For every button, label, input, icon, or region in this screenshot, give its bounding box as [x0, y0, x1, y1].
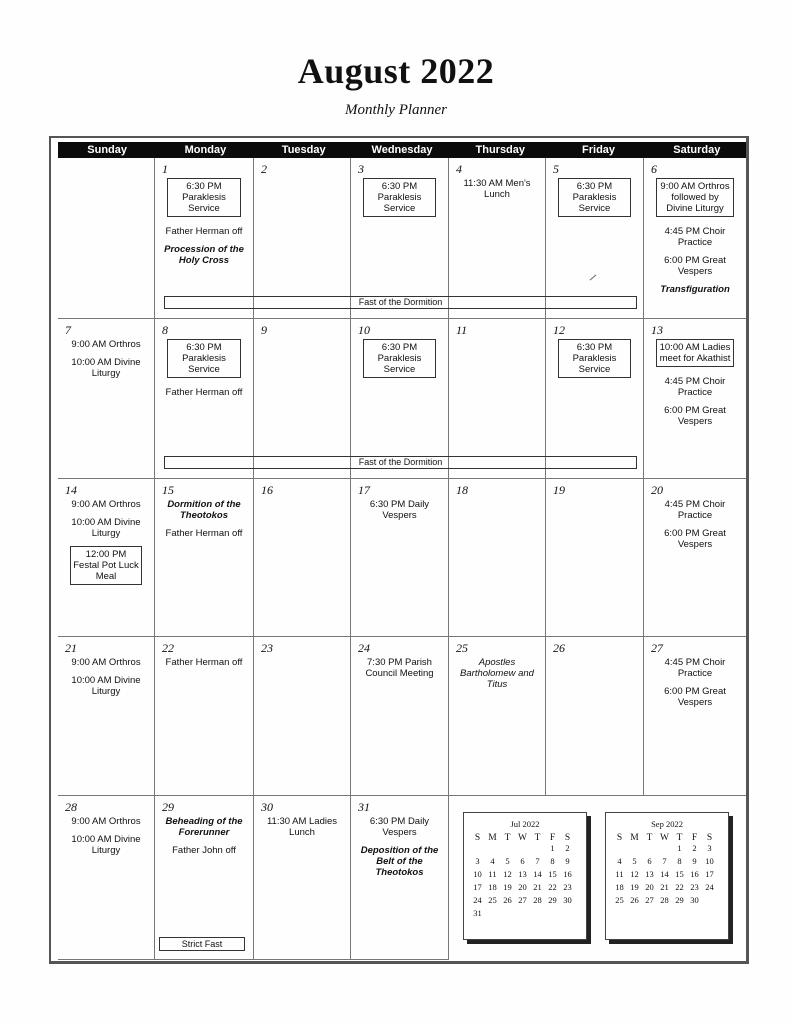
- calendar-event: 6:00 PM Great Vespers: [664, 405, 726, 427]
- mini-day: 20: [645, 882, 654, 892]
- day-number: 30: [261, 800, 273, 814]
- mini-calendar-days: [464, 843, 586, 918]
- week-row-4: [58, 637, 746, 796]
- calendar-event: 6:30 PM Paraklesis Service: [363, 339, 436, 378]
- day-number: 23: [261, 641, 273, 655]
- mini-day: 7: [535, 856, 540, 866]
- page-subtitle: Monthly Planner: [344, 102, 448, 118]
- day-number: 11: [456, 323, 468, 337]
- mini-day: 28: [660, 895, 669, 905]
- header-tuesday: Tuesday: [281, 144, 326, 156]
- day-cell[interactable]: [154, 637, 253, 796]
- day-cell[interactable]: [545, 319, 643, 479]
- day-cell[interactable]: [253, 319, 350, 479]
- feast-label: Dormition of the Theotokos: [167, 499, 241, 521]
- mini-day: 15: [675, 869, 684, 879]
- mini-day: 21: [533, 882, 542, 892]
- mini-day: [657, 843, 672, 853]
- calendar-event: 6:30 PM Paraklesis Service: [363, 178, 436, 217]
- event-list: [161, 499, 247, 546]
- weekday-initial: W: [660, 833, 669, 843]
- weekday-initial: T: [646, 833, 653, 843]
- event-list: [552, 339, 637, 387]
- calendar-event: 7:30 PM Parish Council Meeting: [365, 657, 434, 679]
- mini-day: 4: [490, 856, 495, 866]
- mini-day: [642, 843, 657, 853]
- mini-day: 16: [690, 869, 699, 879]
- day-number: 25: [456, 641, 468, 655]
- day-cell[interactable]: [58, 158, 154, 319]
- header-wednesday: Wednesday: [371, 144, 433, 156]
- calendar-event: 10:00 AM Ladies meet for Akathist: [656, 339, 734, 367]
- mini-day: 29: [548, 895, 557, 905]
- day-number: 21: [65, 641, 77, 655]
- event-list: [64, 499, 148, 594]
- mini-day: 19: [630, 882, 639, 892]
- day-cell[interactable]: [350, 158, 448, 319]
- calendar-event: 9:00 AM Orthros: [71, 499, 141, 510]
- calendar-event: 6:30 PM Paraklesis Service: [167, 178, 241, 217]
- day-cell[interactable]: [154, 479, 253, 637]
- weekday-initial: W: [518, 833, 527, 843]
- mini-day: [470, 843, 485, 853]
- mini-calendar-title: Jul 2022: [510, 819, 540, 829]
- event-list: [161, 178, 247, 273]
- calendar-event: Father Herman off: [165, 528, 243, 539]
- day-cell[interactable]: [448, 158, 545, 319]
- mini-day: 1: [677, 843, 682, 853]
- event-list: [161, 816, 247, 863]
- day-cell[interactable]: [350, 637, 448, 796]
- calendar-event: 6:00 PM Great Vespers: [664, 686, 726, 708]
- mini-day: [530, 843, 545, 853]
- day-cell[interactable]: [643, 479, 746, 637]
- day-number: 29: [162, 800, 174, 814]
- day-number: 28: [65, 800, 77, 814]
- day-cell[interactable]: [253, 158, 350, 319]
- mini-day: 29: [675, 895, 684, 905]
- day-number: 5: [553, 162, 559, 176]
- mini-day: 12: [630, 869, 639, 879]
- event-list: [650, 339, 740, 434]
- mini-day: 26: [630, 895, 639, 905]
- day-cell[interactable]: [643, 319, 746, 479]
- weekday-initial: S: [616, 833, 623, 843]
- mini-day: [515, 843, 530, 853]
- mini-day: 5: [505, 856, 510, 866]
- calendar-event: 6:30 PM Daily Vespers: [369, 499, 430, 521]
- event-list: [650, 499, 740, 557]
- day-cell[interactable]: [350, 319, 448, 479]
- mini-day: 11: [615, 869, 624, 879]
- mini-day: 7: [662, 856, 667, 866]
- day-number: 20: [651, 483, 663, 497]
- feast-label: Deposition of the Belt of the Theotokos: [360, 845, 439, 878]
- strict-fast-banner: Strict Fast: [159, 937, 245, 951]
- mini-day: 26: [503, 895, 512, 905]
- mini-day: 22: [675, 882, 684, 892]
- mini-day: 6: [647, 856, 652, 866]
- event-list: [64, 816, 148, 863]
- event-list: [357, 178, 442, 226]
- weekday-header: [58, 142, 746, 158]
- weekday-initial: T: [504, 833, 511, 843]
- mini-day: 1: [550, 843, 555, 853]
- mini-day: 23: [563, 882, 572, 892]
- day-cell[interactable]: [448, 479, 545, 637]
- day-cell[interactable]: [253, 796, 350, 960]
- mini-day: 24: [705, 882, 714, 892]
- day-number: 1: [162, 162, 168, 176]
- calendar-event: Father Herman off: [165, 387, 243, 398]
- mini-day: 12: [503, 869, 512, 879]
- feast-label: Beheading of the Forerunner: [165, 816, 243, 838]
- mini-day: 17: [473, 882, 482, 892]
- event-list: [260, 816, 344, 845]
- mini-day: 19: [503, 882, 512, 892]
- calendar-event: Father Herman off: [165, 657, 243, 668]
- day-number: 15: [162, 483, 174, 497]
- event-list: [64, 339, 148, 386]
- calendar-event: 10:00 AM Divine Liturgy: [71, 517, 141, 539]
- feast-label: Procession of the Holy Cross: [164, 244, 244, 266]
- day-cell[interactable]: [253, 637, 350, 796]
- day-cell[interactable]: [545, 479, 643, 637]
- day-cell[interactable]: [154, 796, 253, 960]
- mini-day: 3: [475, 856, 480, 866]
- day-number: 17: [358, 483, 370, 497]
- day-number: 6: [651, 162, 657, 176]
- mini-day: 13: [645, 869, 654, 879]
- mini-day: [485, 843, 500, 853]
- day-cell[interactable]: [253, 479, 350, 637]
- mini-day: 16: [563, 869, 572, 879]
- calendar-event: 10:00 AM Divine Liturgy: [71, 357, 141, 379]
- mini-day: 22: [548, 882, 557, 892]
- mini-day: 25: [615, 895, 624, 905]
- mini-day: 3: [707, 843, 712, 853]
- day-number: 31: [358, 800, 370, 814]
- mini-day: 6: [520, 856, 525, 866]
- mini-day: 11: [488, 869, 497, 879]
- week-row-1: [58, 158, 746, 319]
- day-cell[interactable]: [58, 796, 154, 960]
- day-number: 12: [553, 323, 565, 337]
- day-number: 10: [358, 323, 370, 337]
- fast-banner-week-2: Fast of the Dormition: [164, 456, 637, 469]
- event-list: [64, 657, 148, 704]
- feast-label: Apostles Bartholomew and Titus: [460, 657, 534, 690]
- calendar-event: 6:00 PM Great Vespers: [664, 528, 726, 550]
- mini-day: 18: [488, 882, 497, 892]
- day-number: 2: [261, 162, 267, 176]
- mini-day: 9: [565, 856, 570, 866]
- mini-day: 10: [705, 856, 714, 866]
- event-list: [357, 816, 442, 885]
- calendar-event: 9:00 AM Orthros: [71, 816, 141, 827]
- header-thursday: Thursday: [475, 144, 526, 156]
- page-title: August 2022: [297, 51, 495, 91]
- day-number: 27: [651, 641, 663, 655]
- weekday-initial: S: [706, 833, 713, 843]
- mini-calendar-title: Sep 2022: [651, 819, 683, 829]
- day-cell[interactable]: [350, 796, 448, 960]
- mini-calendar-jul: [463, 812, 587, 940]
- mini-day: 27: [645, 895, 654, 905]
- mini-day: 14: [660, 869, 669, 879]
- mini-calendar-head: [606, 833, 728, 843]
- calendar-event: Father Herman off: [165, 226, 243, 237]
- mini-day: 4: [617, 856, 622, 866]
- event-list: [161, 339, 247, 405]
- day-number: 22: [162, 641, 174, 655]
- day-cell[interactable]: [545, 637, 643, 796]
- mini-day: 10: [473, 869, 482, 879]
- calendar-event: 11:30 AM Men's Lunch: [463, 178, 531, 200]
- weekday-initial: S: [564, 833, 571, 843]
- day-cell[interactable]: [58, 319, 154, 479]
- event-list: [552, 178, 637, 226]
- event-list: [357, 499, 442, 528]
- day-cell[interactable]: [58, 637, 154, 796]
- mini-day: 15: [548, 869, 557, 879]
- calendar-event: 4:45 PM Choir Practice: [664, 376, 726, 398]
- calendar-event: 6:30 PM Paraklesis Service: [558, 339, 631, 378]
- calendar-event: 10:00 AM Divine Liturgy: [71, 834, 141, 856]
- mini-day: 5: [632, 856, 637, 866]
- day-cell[interactable]: [448, 319, 545, 479]
- mini-day: 30: [563, 895, 572, 905]
- day-number: 7: [65, 323, 71, 337]
- day-cell[interactable]: [154, 319, 253, 479]
- mini-day: 17: [705, 869, 714, 879]
- calendar-event: Father John off: [172, 845, 236, 856]
- feast-label: Transfiguration: [660, 284, 730, 295]
- mini-calendar-sep: [605, 812, 729, 940]
- event-list: [650, 178, 740, 302]
- event-list: [161, 657, 247, 675]
- calendar-event: 6:30 PM Paraklesis Service: [558, 178, 631, 217]
- calendar-event: 6:00 PM Great Vespers: [664, 255, 726, 277]
- event-list: [455, 657, 539, 697]
- mini-day: 2: [692, 843, 697, 853]
- event-list: [455, 178, 539, 207]
- mini-day: 23: [690, 882, 699, 892]
- calendar-event: 6:30 PM Daily Vespers: [369, 816, 430, 838]
- day-number: 14: [65, 483, 77, 497]
- mini-day: 21: [660, 882, 669, 892]
- calendar-event: 9:00 AM Orthros followed by Divine Liturgy: [656, 178, 734, 217]
- calendar-event: 4:45 PM Choir Practice: [664, 499, 726, 521]
- day-number: 8: [162, 323, 168, 337]
- mini-day: 30: [690, 895, 699, 905]
- day-cell[interactable]: [643, 637, 746, 796]
- calendar-event: 9:00 AM Orthros: [71, 339, 141, 350]
- header-monday: Monday: [184, 144, 227, 156]
- weekday-initial: M: [488, 833, 497, 843]
- mini-day: 2: [565, 843, 570, 853]
- header-saturday: Saturday: [673, 144, 721, 156]
- calendar-event: 12:00 PM Festal Pot Luck Meal: [70, 546, 142, 585]
- day-cell[interactable]: [545, 158, 643, 319]
- day-cell[interactable]: [154, 158, 253, 319]
- event-list: [357, 657, 442, 686]
- mini-day: [627, 843, 642, 853]
- day-number: 16: [261, 483, 273, 497]
- header-sunday: Sunday: [87, 144, 127, 156]
- mini-day: 9: [692, 856, 697, 866]
- weekday-initial: F: [691, 833, 698, 843]
- mini-calendar-days: [606, 843, 728, 905]
- calendar-event: 6:30 PM Paraklesis Service: [167, 339, 241, 378]
- day-number: 3: [358, 162, 364, 176]
- calendar-event: 9:00 AM Orthros: [71, 657, 141, 668]
- calendar-event: 11:30 AM Ladies Lunch: [266, 816, 338, 838]
- mini-day: 31: [473, 908, 482, 918]
- mini-day: 13: [518, 869, 527, 879]
- mini-day: [500, 843, 515, 853]
- weekday-initial: F: [549, 833, 556, 843]
- mini-day: 14: [533, 869, 542, 879]
- calendar-event: 4:45 PM Choir Practice: [664, 226, 726, 248]
- day-number: 26: [553, 641, 565, 655]
- mini-day: 8: [677, 856, 682, 866]
- day-number: 4: [456, 162, 462, 176]
- event-list: [357, 339, 442, 387]
- day-number: 24: [358, 641, 370, 655]
- weekday-initial: T: [676, 833, 683, 843]
- mini-calendar-head: [464, 833, 586, 843]
- day-cell[interactable]: [448, 637, 545, 796]
- day-cell[interactable]: [58, 479, 154, 637]
- mini-day: 28: [533, 895, 542, 905]
- calendar-grid: [58, 158, 746, 960]
- mini-day: 20: [518, 882, 527, 892]
- mini-day: [612, 843, 627, 853]
- mini-day: 24: [473, 895, 482, 905]
- fast-banner-week-1: Fast of the Dormition: [164, 296, 637, 309]
- calendar-event: 10:00 AM Divine Liturgy: [71, 675, 141, 697]
- weekday-initial: S: [474, 833, 481, 843]
- mini-day: 8: [550, 856, 555, 866]
- day-cell[interactable]: [643, 158, 746, 319]
- day-cell[interactable]: [350, 479, 448, 637]
- day-number: 9: [261, 323, 267, 337]
- weekday-initial: T: [534, 833, 541, 843]
- event-list: [650, 657, 740, 715]
- week-row-2: [58, 319, 746, 479]
- mini-day: 18: [615, 882, 624, 892]
- day-number: 18: [456, 483, 468, 497]
- weekday-initial: M: [630, 833, 639, 843]
- mini-day: 25: [488, 895, 497, 905]
- week-row-3: [58, 479, 746, 637]
- header-friday: Friday: [582, 144, 616, 156]
- day-number: 19: [553, 483, 565, 497]
- calendar-event: 4:45 PM Choir Practice: [664, 657, 726, 679]
- mini-day: 27: [518, 895, 527, 905]
- day-number: 13: [651, 323, 663, 337]
